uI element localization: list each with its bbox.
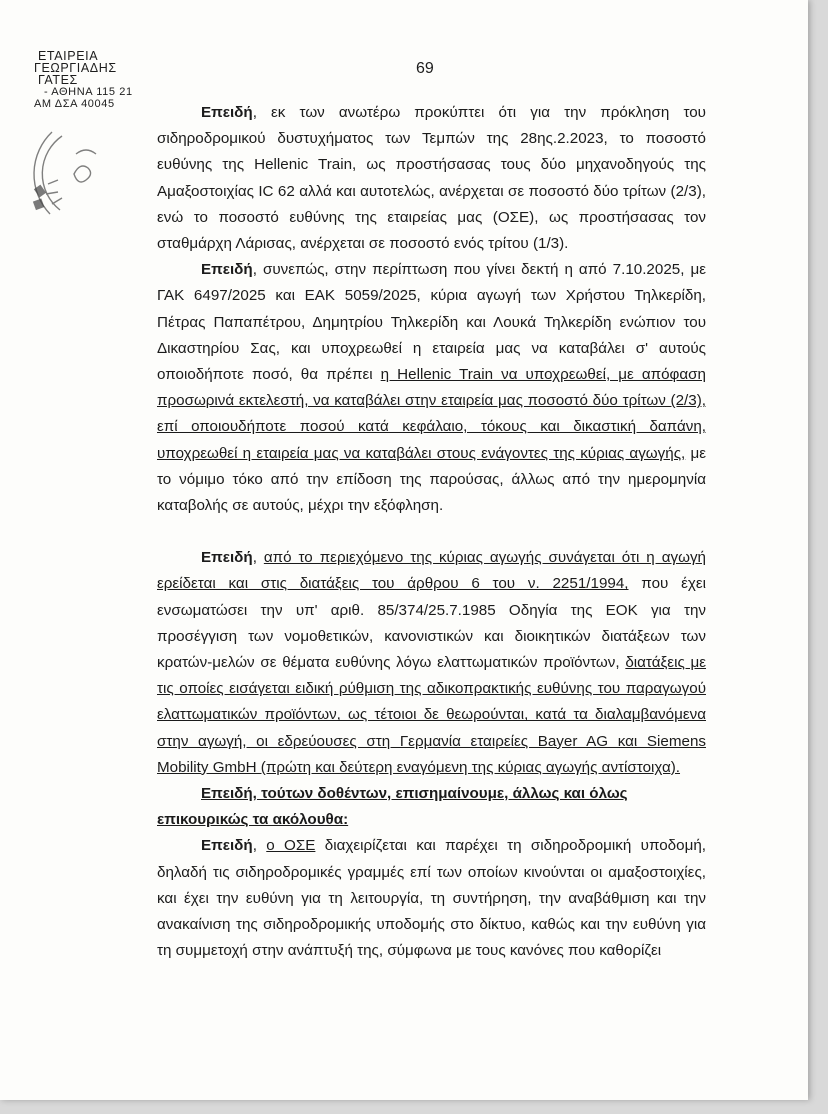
document-body — [157, 100, 706, 965]
paragraph-4-lead: Επειδή — [201, 837, 253, 855]
paragraph-3-underlined-b: διατάξεις με τις οποίες εισάγεται ειδική ρύθμιση της αδικοπρακτικής ευθύνης του παραγωγού ελαττωματικών προϊόντων, ως τέτοιοι δε θεωρούνται, κατά τα διαλαμβανόμενα στην αγωγή, οι εδρεύουσες στη Γερμανία εταιρείες Bayer AG και Siemens Mobility GmbH (πρώτη και δεύτερη εναγόμενη της κύριας αγωγής αντίστοιχα). — [157, 654, 707, 776]
paragraph-3-sep: , — [252, 549, 264, 567]
paragraph-3 — [157, 545, 706, 781]
section-heading — [157, 781, 706, 807]
paragraph-2-text-b: με το νόμιμο τόκο από την επίδοση της παρούσας, άλλως από την ημερομηνία καταβολής σε αυτούς, μέχρι την εξόφληση. — [157, 444, 706, 515]
section-heading-continued — [157, 807, 706, 833]
paragraph-2-lead: Επειδή — [201, 261, 253, 279]
paragraph-3-underlined-a: από το περιεχόμενο της κύριας αγωγής συνάγεται ότι η αγωγή ερείδεται και στις διατάξεις του άρθρου 6 του ν. 2251/1994, — [157, 549, 706, 593]
paragraph-1 — [157, 100, 706, 257]
paragraph-1-text: , εκ των ανωτέρω προκύπτει ότι για την πρόκληση του σιδηροδρομικού δυστυχήματος των Τεμπών της 28ης.2.2023, το ποσοστό ευθύνης της Hellenic Train, ως προστήσασας τους δύο μηχανοδηγούς της Αμαξοστοιχίας IC 62 αλλά και αυτοτελώς, ανέρχεται σε ποσοστό δύο τρίτων (2/3), ενώ το ποσοστό ευθύνης της εταιρείας μας (ΟΣΕ), ως προστήσασας τον σταθμάρχη Λάρισας, ανέρχεται σε ποσοστό ενός τρίτου (1/3). — [157, 104, 706, 253]
stamp-line-2: ΓΕΩΡΓΙΑΔΗΣ — [34, 61, 117, 75]
paragraph-2-underlined: η Hellenic Train να υποχρεωθεί, με απόφαση προσωρινά εκτελεστή, να καταβάλει στην εταιρεία μας ποσοστό δύο τρίτων (2/3), επί οποιουδήποτε ποσού κατά κεφάλαιο, τόκους και δικαστική δαπάνη, υποχρεωθεί η εταιρεία μας να καταβάλει στους ενάγοντες της κύριας αγωγής, — [157, 366, 706, 462]
paragraph-1-lead: Επειδή — [201, 104, 253, 121]
law-firm-stamp — [34, 50, 164, 120]
paragraph-4-underlined: ο ΟΣΕ — [266, 837, 316, 855]
section-heading-line-1: Επειδή, τούτων δοθέντων, επισημαίνουμε, άλλως και όλως — [201, 785, 628, 803]
stamp-line-4: - ΑΘΗΝΑ 115 21 — [44, 86, 133, 98]
paragraph-3-text-a: που έχει ενσωματώσει την υπ' αριθ. 85/374/25.7.1985 Οδηγία της ΕΟΚ για την προσέγγιση των νομοθετικών, κανονιστικών και διοικητικών διατάξεων των κρατών-μελών σε θέματα ευθύνης λόγω ελαττωματικών προϊόντων, — [157, 575, 706, 672]
paragraph-3-lead: Επειδή — [201, 549, 253, 567]
round-seal-icon — [30, 114, 150, 234]
stamp-line-5: ΑΜ ΔΣΑ 40045 — [34, 98, 115, 110]
paragraph-4-sep: , — [252, 837, 267, 855]
page-number: 69 — [416, 60, 434, 77]
paragraph-4-text: διαχειρίζεται και παρέχει τη σιδηροδρομική υποδομή, δηλαδή τις σιδηροδρομικές γραμμές επί των οποίων κινούνται οι αμαξοστοιχίες, και έχει την ευθύνη για τη λειτουργία, τη συντήρηση, την αναβάθμιση και την ανακαίνιση της σιδηροδρομικής υποδομής στο δίκτυο, καθώς και την ευθύνη για τη συμμετοχή στην ανάπτυξή της, σύμφωνα με τους κανόνες που καθορίζει — [157, 837, 706, 960]
paragraph-2-text-a: , συνεπώς, στην περίπτωση που γίνει δεκτή η από 7.10.2025, με ΓΑΚ 6497/2025 και ΕΑΚ 5059/2025, κύρια αγωγή των Χρήστου Τηλκερίδη, Πέτρας Παπαπέτρου, Δημητρίου Τηλκερίδη και Λουκά Τηλκερίδη ενώπιον του Δικαστηρίου Σας, και υποχρεωθεί η εταιρεία μας να καταβάλει σ' αυτούς οποιοδήποτε ποσό, θα πρέπει — [157, 261, 706, 384]
stamp-line-3: ΓΑΤΕΣ — [38, 73, 78, 87]
paragraph-4 — [157, 833, 706, 964]
section-heading-line-2: επικουρικώς τα ακόλουθα: — [157, 811, 349, 829]
paragraph-2 — [157, 257, 706, 519]
stamp-line-1: ΕΤΑΙΡΕΙΑ — [38, 49, 99, 63]
